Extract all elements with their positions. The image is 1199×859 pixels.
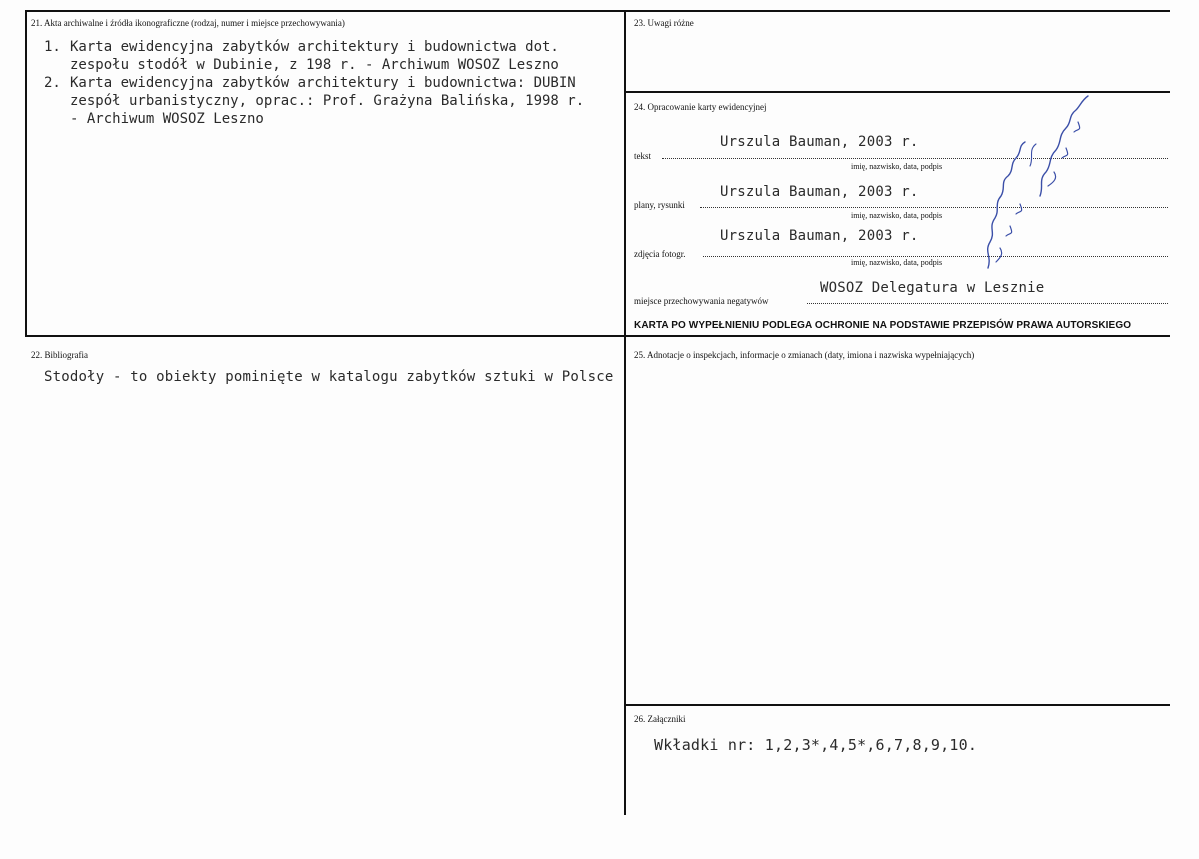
list-item-line: Karta ewidencyjna zabytków architektury i budownictwa: DUBIN: [70, 75, 576, 91]
archival-sources-list: [44, 38, 584, 128]
list-item-line: Karta ewidencyjna zabytków architektury i budownictwa dot.: [70, 39, 559, 55]
plans-author-value: Urszula Bauman, 2003 r.: [720, 184, 919, 200]
photos-author-value: Urszula Bauman, 2003 r.: [720, 228, 919, 244]
list-item-line: zespół urbanistyczny, oprac.: Prof. Grażyna Balińska, 1998 r.: [70, 93, 585, 109]
section-23-label: 23. Uwagi różne: [634, 18, 694, 28]
center-divider: [624, 10, 626, 815]
list-item-line: - Archiwum WOSOZ Leszno: [70, 111, 264, 127]
middle-horizontal-divider: [25, 335, 1170, 337]
copyright-notice: KARTA PO WYPEŁNIENIU PODLEGA OCHRONIE NA PODSTAWIE PRZEPISÓW PRAWA AUTORSKIEGO: [634, 320, 1132, 331]
photos-row-label: zdjęcia fotogr.: [634, 249, 686, 259]
top-border: [25, 10, 1170, 12]
photos-row-sublabel: imię, nazwisko, data, podpis: [851, 258, 943, 267]
text-author-value: Urszula Bauman, 2003 r.: [720, 134, 919, 150]
list-item-line: zespołu stodół w Dubinie, z 198 r. - Archiwum WOSOZ Leszno: [70, 57, 559, 73]
attachments-text: Wkładki nr: 1,2,3*,4,5*,6,7,8,9,10.: [654, 736, 978, 754]
section-21-label: 21. Akta archiwalne i źródła ikonograficzne (rodzaj, numer i miejsce przechowywania): [31, 18, 345, 28]
section-25-label: 25. Adnotacje o inspekcjach, informacje o zmianach (daty, imiona i nazwiska wypełniających): [634, 350, 975, 360]
negatives-storage-label: miejsce przechowywania negatywów: [634, 296, 769, 306]
list-item: 1. Karta ewidencyjna zabytków architektury i budownictwa dot. zespołu stodół w Dubinie, z 198 r. - Archiwum WOSOZ Leszno: [44, 38, 584, 74]
section-22-label: 22. Bibliografia: [31, 350, 88, 360]
section-26-label: 26. Załączniki: [634, 714, 686, 724]
section-25-26-divider: [624, 704, 1170, 706]
plans-row-label: plany, rysunki: [634, 200, 685, 210]
list-item: 2. Karta ewidencyjna zabytków architektury i budownictwa: DUBIN zespół urbanistyczny, oprac.: Prof. Grażyna Balińska, 1998 r. - Archiwum WOSOZ Leszno: [44, 75, 585, 127]
negatives-storage-dotted-line: [807, 303, 1168, 304]
text-row-sublabel: imię, nazwisko, data, podpis: [851, 162, 943, 171]
text-row-label: tekst: [634, 151, 651, 161]
plans-row-sublabel: imię, nazwisko, data, podpis: [851, 211, 943, 220]
negatives-storage-value: WOSOZ Delegatura w Lesznie: [820, 280, 1045, 296]
section-24-label: 24. Opracowanie karty ewidencyjnej: [634, 102, 767, 112]
bibliography-text: Stodoły - to obiekty pominięte w katalogu zabytków sztuki w Polsce: [44, 369, 614, 385]
left-border: [25, 10, 27, 336]
handwritten-signature: [970, 86, 1100, 276]
